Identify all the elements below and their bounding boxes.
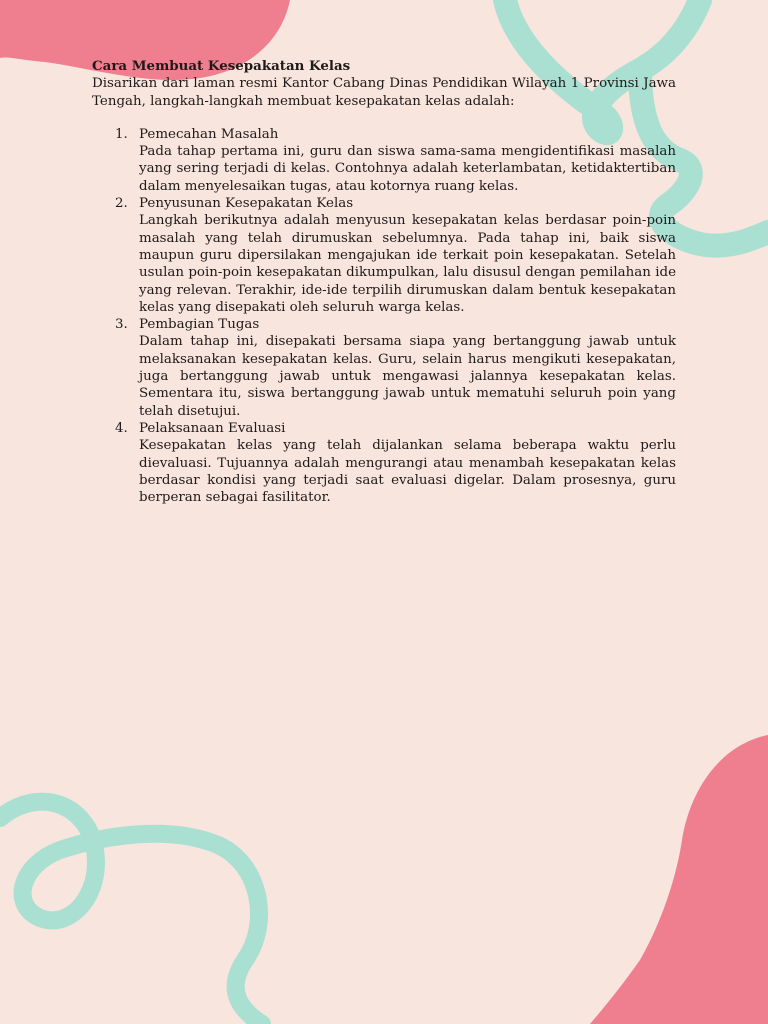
document-page — [92, 58, 676, 506]
step-body: Pada tahap pertama ini, guru dan siswa sama-sama mengidentifikasi masalah yang sering terjadi di kelas. Contohnya adalah keterlambatan, ketidaktertiban dalam menyelesaikan tugas, atau kotornya ruang kelas. — [139, 144, 676, 194]
document-title: Cara Membuat Kesepakatan Kelas — [92, 58, 351, 74]
step-body: Dalam tahap ini, disepakati bersama siapa yang bertanggung jawab untuk melaksanakan kesepakatan kelas. Guru, selain harus mengikuti kesepakatan, juga bertanggung jawab untuk mengawasi jalannya kesepakatan kelas. Sementara itu, siswa bertanggung jawab untuk mematuhi seluruh poin yang telah disetujui. — [139, 334, 676, 419]
step-heading: Pemecahan Masalah — [139, 126, 279, 142]
step-number: 2. — [115, 196, 128, 212]
bottom-right-pink-blob — [590, 735, 768, 1024]
step-heading: Pembagian Tugas — [139, 317, 260, 333]
step-number: 3. — [115, 317, 128, 333]
step-body: Kesepakatan kelas yang telah dijalankan selama beberapa waktu perlu dievaluasi. Tujuannya adalah mengurangi atau menambah kesepakatan kelas berdasar kondisi yang terjadi saat evaluasi digelar. Dalam prosesnya, guru berperan sebagai fasilitator. — [139, 438, 676, 506]
step-heading: Penyusunan Kesepakatan Kelas — [139, 196, 354, 212]
step-heading: Pelaksanaan Evaluasi — [139, 420, 286, 436]
step-number: 4. — [115, 420, 128, 436]
list-item — [92, 420, 676, 506]
step-number: 1. — [115, 126, 128, 142]
list-item — [92, 195, 676, 316]
step-body: Langkah berikutnya adalah menyusun kesepakatan kelas berdasar poin-poin masalah yang telah dirumuskan sebelumnya. Pada tahap ini, baik siswa maupun guru dipersilakan mengajukan ide terkait poin kesepakatan. Setelah usulan poin-poin kesepakatan dikumpulkan, lalu disusul dengan pemilahan ide yang relevan. Terakhir, ide-ide terpilih dirumuskan dalam bentuk kesepakatan kelas yang disepakati oleh seluruh warga kelas. — [139, 213, 676, 315]
list-item — [92, 126, 676, 195]
steps-list — [92, 126, 676, 507]
list-item — [92, 316, 676, 420]
bottom-left-mint-swirl — [0, 802, 262, 1024]
intro-paragraph: Disarikan dari laman resmi Kantor Cabang Dinas Pendidikan Wilayah 1 Provinsi Jawa Tengah, langkah-langkah membuat kesepakatan kelas adalah: — [92, 76, 676, 109]
